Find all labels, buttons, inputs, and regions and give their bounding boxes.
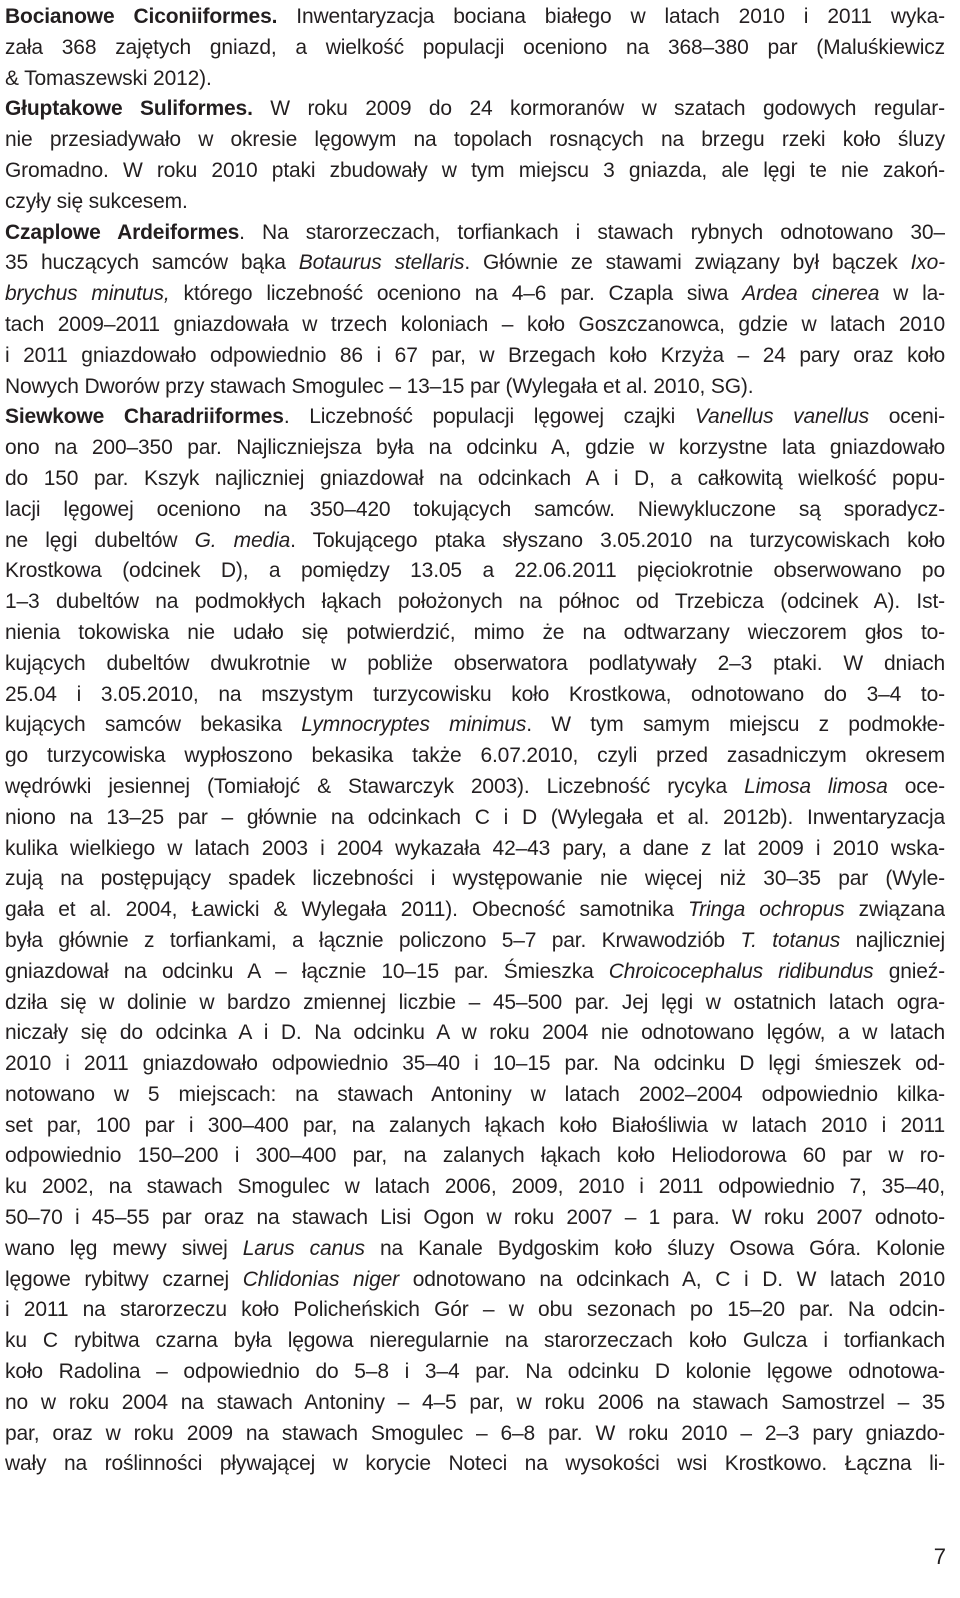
species-name: Ixo- [910,251,945,275]
text-line [5,372,945,403]
text-line [5,402,945,433]
text-line [5,125,945,156]
text-run: notowano w 5 miejscach: na stawach Antoniny w latach 2002–2004 odpowiednio kilka- [5,1082,945,1106]
text-line [5,772,945,803]
text-run: najliczniej [840,928,945,952]
text-run: odnotowano na odcinkach A, C i D. W latach 2010 [399,1267,945,1291]
species-name: G. media [194,528,291,552]
text-run: ono na 200–350 par. Najliczniejsza była na odcinku A, gdzie w korzystne lata gniazdowało [5,436,945,460]
species-name: Larus canus [242,1236,365,1260]
text-line [5,2,945,33]
text-run: 1–3 dubeltów na podmokłych łąkach położonych na północ od Trzebicza (odcinek A). Ist- [5,590,945,614]
species-name: Botaurus stellaris [298,251,465,275]
text-run: gniazdował na odcinku A – łącznie 10–15 par. Śmieszka [5,959,609,983]
text-line [5,618,945,649]
text-line [5,926,945,957]
text-run: czyły się sukcesem. [5,189,188,213]
text-line [5,710,945,741]
text-line [5,187,945,218]
text-line [5,495,945,526]
page-number: 7 [933,1544,946,1569]
text-run: związana [844,898,945,922]
text-line [5,741,945,772]
text-line [5,1265,945,1296]
text-line [5,1295,945,1326]
text-run: ne lęgi dubeltów [5,528,195,552]
text-run: niono na 13–25 par – głównie na odcinkach C i D (Wylegała et al. 2012b). Inwentaryzacja [5,805,945,829]
species-name: Ardea cinerea [742,282,880,306]
text-line [5,33,945,64]
text-run: gnieź- [873,959,945,983]
text-line [5,803,945,834]
text-run: odpowiednio 150–200 i 300–400 par, na zalanych łąkach koło Heliodorowa 60 par w ro- [5,1144,945,1168]
text-run: kujących samców bekasika [5,713,302,737]
text-run: Nowych Dworów przy stawach Smogulec – 13–15 par (Wylegała et al. 2010, SG). [5,374,754,398]
text-run: do 150 par. Kszyk najliczniej gniazdował na odcinkach A i D, a całkowitą wielkość popu- [5,466,945,490]
text-run: zała 368 zajętych gniazd, a wielkość populacji oceniono na 368–380 par (Maluśkiewicz [5,35,945,59]
text-line [5,1388,945,1419]
species-name: Chlidonias niger [242,1267,399,1291]
text-line [5,556,945,587]
text-line [5,464,945,495]
text-run: i 2011 gniazdowało odpowiednio 86 i 67 par, w Brzegach koło Krzyża – 24 pary oraz koło [5,343,945,367]
text-run: oceni- [869,405,945,429]
text-run: na Kanale Bydgoskim koło śluzy Osowa Góra. Kolonie [364,1236,945,1260]
text-run: 35 huczących samców bąka [5,251,299,275]
section-heading: Bocianowe Ciconiiformes. [5,5,278,28]
text-run: . Tokującego ptaka słyszano 3.05.2010 na turzycowiskach koło [290,528,945,552]
text-line [5,834,945,865]
species-name: Lymnocryptes minimus [301,713,527,737]
text-run: i 2011 na starorzeczu koło Policheńskich Gór – w obu sezonach po 15–20 par. Na odcin- [5,1298,945,1322]
text-run: Inwentaryzacja bociana białego w latach 2010 i 2011 wyka- [277,5,945,28]
text-run: niczały się do odcinka A i D. Na odcinku A w roku 2004 nie odnotowano lęgów, a w latach [5,1021,945,1045]
text-line [5,895,945,926]
text-run: . Na starorzeczach, torfiankach i stawach rybnych odnotowano 30– [239,220,945,244]
text-line [5,1326,945,1357]
text-line [5,1419,945,1450]
text-line [5,957,945,988]
text-run: dziła się w dolinie w bardzo zmiennej liczbie – 45–500 par. Jej lęgi w ostatnich latach ogra- [5,990,945,1014]
text-line [5,433,945,464]
text-line [5,156,945,187]
text-run: W roku 2009 do 24 kormoranów w szatach godowych regular- [252,97,945,121]
species-name: brychus minutus, [5,282,170,306]
text-run: 2010 i 2011 gniazdowało odpowiednio 35–40 i 10–15 par. Na odcinku D lęgi śmieszek od- [5,1052,945,1076]
text-line [5,864,945,895]
text-run: go turzycowiska wypłoszono bekasika także 6.07.2010, czyli przed zasadniczym okresem [5,744,945,768]
species-name: Chroicocephalus ridibundus [608,959,874,983]
text-run: no w roku 2004 na stawach Antoniny – 4–5 par, w roku 2006 na stawach Samostrzel – 35 [5,1390,945,1414]
text-run: kulika wielkiego w latach 2003 i 2004 wykazała 42–43 pary, a dane z lat 2009 i 2010 wska- [5,836,945,860]
text-run: . W tym samym miejscu z podmokłe- [526,713,945,737]
species-name: Limosa limosa [744,774,888,798]
text-line [5,1018,945,1049]
text-run: lacji lęgowej oceniono na 350–420 tokujących samców. Niewykluczone są sporadycz- [5,497,945,521]
text-run: ku C rybitwa czarna była lęgowa nieregularnie na starorzeczach koło Gulcza i torfiankach [5,1329,945,1353]
text-run: nienia tokowiska nie udało się potwierdzić, mimo że na odtwarzany wieczorem głos to- [5,620,945,644]
section-heading: Głuptakowe Suliformes. [5,97,253,121]
text-run: kujących dubeltów dwukrotnie w pobliże obserwatora podlatywały 2–3 ptaki. W dniach [5,651,945,675]
text-line [5,988,945,1019]
text-line [5,1234,945,1265]
species-name: Vanellus vanellus [694,405,870,429]
text-line [5,1141,945,1172]
section-heading: Czaplowe Ardeiformes [5,220,240,244]
species-name: Tringa ochropus [688,898,845,922]
text-line [5,680,945,711]
text-run: wędrówki jesiennej (Tomiałojć & Stawarczyk 2003). Liczebność rycyka [5,774,745,798]
text-line [5,1172,945,1203]
section-heading: Siewkowe Charadriiformes [5,405,284,429]
text-line [5,1203,945,1234]
text-line [5,218,945,249]
text-run: gała et al. 2004, Ławicki & Wylegała 2011). Obecność samotnika [5,898,689,922]
text-line [5,1049,945,1080]
text-run: lęgowe rybitwy czarnej [5,1267,243,1291]
text-line [5,587,945,618]
text-run: którego liczebność oceniono na 4–6 par. Czapla siwa [169,282,743,306]
text-run: tach 2009–2011 gniazdowała w trzech koloniach – koło Goszczanowca, gdzie w latach 2010 [5,312,945,336]
text-run: 25.04 i 3.05.2010, na mszystym turzycowisku koło Krostkowa, odnotowano do 3–4 to- [5,682,945,706]
text-run: oce- [887,774,945,798]
text-run: par, oraz w roku 2009 na stawach Smogulec – 6–8 par. W roku 2010 – 2–3 pary gniazdo- [5,1421,945,1445]
text-line [5,526,945,557]
text-run: . Liczebność populacji lęgowej czajki [283,405,695,429]
text-line [5,1080,945,1111]
text-run: set par, 100 par i 300–400 par, na zalanych łąkach koło Białośliwia w latach 2010 i 2011 [5,1113,945,1137]
text-run: była głównie z torfiankami, a łącznie policzono 5–7 par. Krwawodziób [5,928,741,952]
text-run: . Głównie ze stawami związany był bączek [464,251,911,275]
text-run: wały na roślinności pływającej w korycie Noteci na wysokości wsi Krostkowo. Łączna li- [5,1452,945,1476]
text-run: koło Radolina – odpowiednio do 5–8 i 3–4 par. Na odcinku D kolonie lęgowe odnotowa- [5,1360,945,1384]
text-run: & Tomaszewski 2012). [5,66,212,90]
text-run: wano lęg mewy siwej [5,1236,243,1260]
body-text [5,2,945,1480]
text-line [5,1357,945,1388]
text-run: w la- [879,282,945,306]
text-run: 50–70 i 45–55 par oraz na stawach Lisi Ogon w roku 2007 – 1 para. W roku 2007 odnoto- [5,1206,945,1230]
text-line [5,341,945,372]
text-line [5,279,945,310]
text-line [5,1111,945,1142]
text-run: Krostkowa (odcinek D), a pomiędzy 13.05 a 22.06.2011 pięciokrotnie obserwowano po [5,559,945,583]
text-line [5,310,945,341]
text-line [5,94,945,125]
text-line [5,248,945,279]
text-run: nie przesiadywało w okresie lęgowym na topolach rosnących na brzegu rzeki koło śluzy [5,128,945,152]
text-run: Gromadno. W roku 2010 ptaki zbudowały w tym miejscu 3 gniazda, ale lęgi te nie zakoń- [5,158,945,182]
text-run: ku 2002, na stawach Smogulec w latach 2006, 2009, 2010 i 2011 odpowiednio 7, 35–40, [5,1175,945,1199]
text-line [5,1449,945,1480]
text-line [5,649,945,680]
text-line [5,64,945,95]
text-run: zują na postępujący spadek liczebności i występowanie nie więcej niż 30–35 par (Wyle- [5,867,945,891]
species-name: T. totanus [740,928,841,952]
